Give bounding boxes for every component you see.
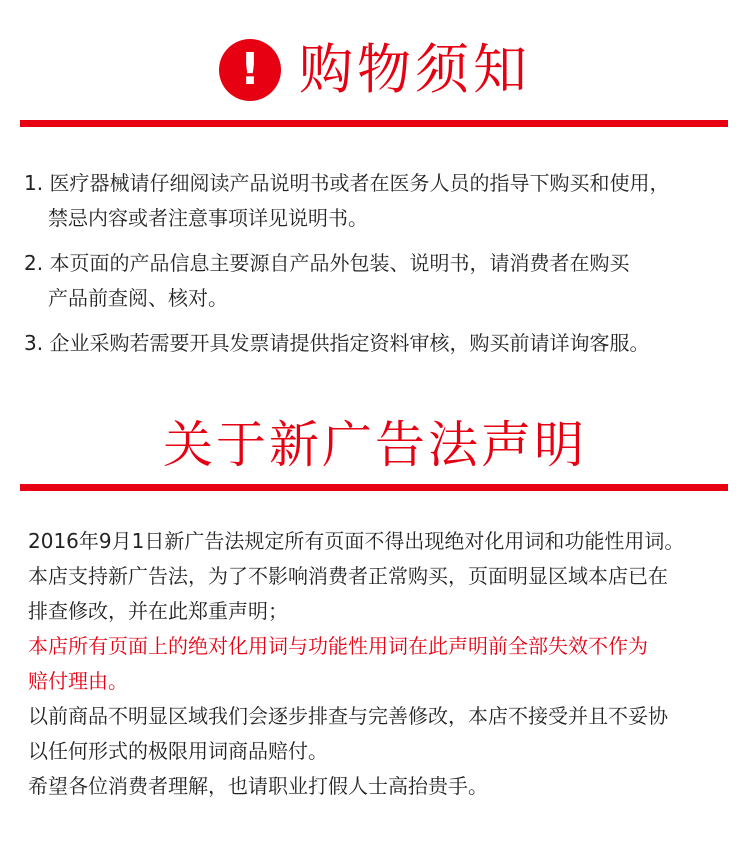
notice-list <box>24 166 736 371</box>
statement-line: 以任何形式的极限用词商品赔付。 <box>28 739 328 763</box>
list-item <box>24 166 736 236</box>
statement-line: 排查修改，并在此郑重声明； <box>28 599 288 623</box>
exclamation-icon: ! <box>219 39 281 101</box>
ad-law-header <box>0 410 750 480</box>
statement-line: 本店支持新广告法，为了不影响消费者正常购买，页面明显区域本店已在 <box>28 564 668 588</box>
divider <box>20 484 728 491</box>
ad-law-statement <box>28 524 732 804</box>
statement-line: 以前商品不明显区域我们会逐步排查与完善修改，本店不接受并且不妥协 <box>28 704 668 728</box>
item-text: 医疗器械请仔细阅读产品说明书或者在医务人员的指导下购买和使用， <box>49 171 670 195</box>
statement-line: 希望各位消费者理解，也请职业打假人士高抬贵手。 <box>28 774 488 798</box>
statement-line-highlight: 本店所有页面上的绝对化用词与功能性用词在此声明前全部失效不作为 <box>28 634 648 658</box>
ad-law-title: 关于新广告法声明 <box>163 416 587 474</box>
list-item <box>24 246 736 316</box>
shopping-notice-header <box>0 32 750 108</box>
item-number: 2. <box>24 251 44 275</box>
shopping-notice-title: 购物须知 <box>299 38 531 101</box>
item-text: 本页面的产品信息主要源自产品外包装、说明书，请消费者在购买 <box>49 251 630 275</box>
statement-line-highlight: 赔付理由。 <box>28 669 128 693</box>
divider <box>20 120 728 127</box>
item-text-continued: 产品前查阅、核对。 <box>48 286 228 310</box>
statement-line: 2016年9月1日新广告法规定所有页面不得出现绝对化用词和功能性用词。 <box>28 529 685 553</box>
list-item <box>24 326 736 361</box>
item-text: 企业采购若需要开具发票请提供指定资料审核，购买前请详询客服。 <box>49 331 650 355</box>
item-number: 3. <box>24 331 44 355</box>
item-text-continued: 禁忌内容或者注意事项详见说明书。 <box>48 206 368 230</box>
item-number: 1. <box>24 171 44 195</box>
